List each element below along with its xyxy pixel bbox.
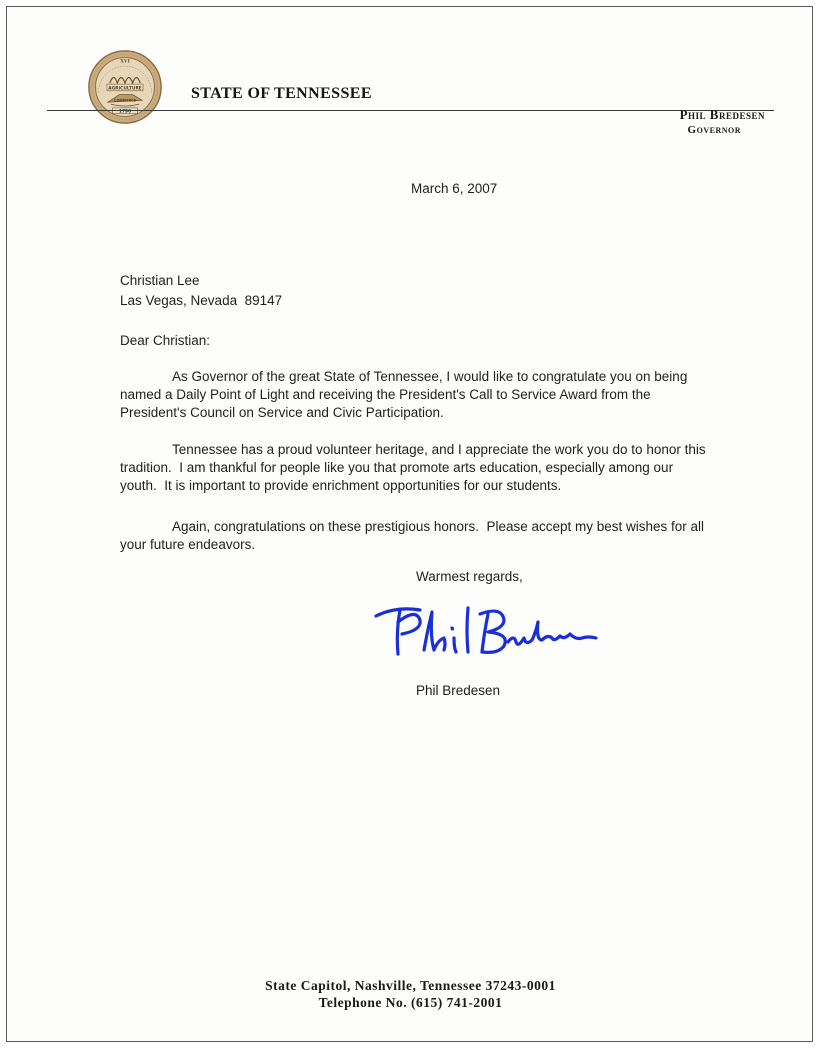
body-paragraph-3: Again, congratulations on these prestigious honors. Please accept my best wishes for all your future endeavors.: [120, 519, 708, 552]
salutation: Dear Christian:: [120, 333, 211, 348]
closing: Warmest regards,: [416, 569, 523, 584]
seal-year-label: 1796: [118, 109, 132, 115]
recipient-address: Las Vegas, Nevada 89147: [120, 293, 283, 308]
governor-name: Phil Bredesen: [679, 107, 765, 122]
seal-commerce-label: COMMERCE: [114, 98, 136, 103]
state-title: STATE OF TENNESSEE: [191, 85, 372, 102]
footer-address: State Capitol, Nashville, Tennessee 37243-0001: [265, 978, 556, 993]
signature-icon: [372, 598, 602, 670]
letterhead-rule: [47, 110, 774, 111]
state-seal-icon: [87, 49, 163, 125]
signer-name: Phil Bredesen: [416, 683, 501, 698]
footer-telephone: Telephone No. (615) 741-2001: [318, 995, 503, 1010]
governor-title: Governor: [687, 124, 741, 136]
seal-agriculture-label: AGRICULTURE: [108, 86, 142, 92]
body-paragraph-2: Tennessee has a proud volunteer heritage, and I appreciate the work you do to honor this tradition. I am thankful for people like you that promote arts education, especially among our youth. It is important to provide enrichment opportunities for our students.: [120, 442, 710, 493]
recipient-name: Christian Lee: [120, 273, 200, 288]
letter-date: March 6, 2007: [411, 181, 498, 196]
body-paragraph-1: As Governor of the great State of Tennessee, I would like to congratulate you on being named a Daily Point of Light and receiving the President's Call to Service Award from the President's Council on Service and Civic Participation.: [120, 369, 692, 420]
seal-roman-numeral: XVI: [120, 59, 130, 65]
